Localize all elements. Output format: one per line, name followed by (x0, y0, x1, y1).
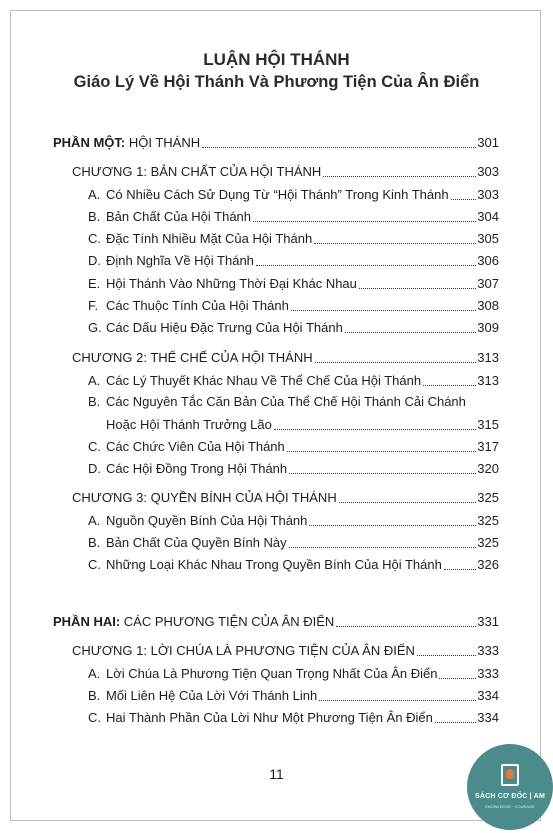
page-ref: 325 (477, 513, 499, 528)
part-label: PHẦN MỘT: (53, 135, 126, 150)
toc-item[interactable] (88, 513, 499, 529)
page-ref: 317 (477, 439, 499, 454)
toc-item[interactable] (88, 187, 499, 203)
page-ref: 331 (477, 614, 499, 629)
page-ref: 326 (477, 557, 499, 572)
toc-item-first-line[interactable] (88, 394, 466, 410)
item-letter: C. (88, 557, 101, 572)
part-title: CÁC PHƯƠNG TIỆN CỦA ÂN ĐIỂN (120, 614, 335, 629)
toc-item[interactable] (88, 253, 499, 269)
leader-dots (274, 428, 476, 430)
item-letter: B. (88, 535, 101, 550)
leader-dots (451, 198, 477, 200)
leader-dots (287, 450, 477, 452)
item-letter: D. (88, 461, 101, 476)
item-title: Lời Chúa Là Phương Tiện Quan Trọng Nhất Của Ân Điển (106, 666, 438, 681)
item-title-continued: Hoặc Hội Thánh Trưởng Lão (106, 417, 272, 432)
item-letter: A. (88, 187, 101, 202)
toc-item[interactable] (88, 461, 499, 477)
leader-dots (439, 677, 476, 679)
page-ref: 307 (477, 276, 499, 291)
item-letter: B. (88, 209, 101, 224)
item-title: Bản Chất Của Quyền Bính Này (106, 535, 287, 550)
leader-dots (323, 175, 476, 177)
chapter-title: CHƯƠNG 1: LỜI CHÚA LÀ PHƯƠNG TIỆN CỦA ÂN ĐIỂN (72, 643, 415, 658)
toc-item[interactable] (88, 298, 499, 314)
toc-item[interactable] (88, 209, 499, 225)
item-letter: C. (88, 231, 101, 246)
leader-dots (423, 384, 476, 386)
toc-item[interactable] (88, 688, 499, 704)
item-title: Nguồn Quyền Bính Của Hội Thánh (106, 513, 308, 528)
logo-text: SÁCH CƠ ĐỐC | AM (475, 793, 545, 800)
leader-dots (309, 524, 476, 526)
item-title: Các Lý Thuyết Khác Nhau Về Thể Chế Của Hội Thánh (106, 373, 422, 388)
leader-dots (444, 568, 476, 570)
page-ref: 325 (477, 535, 499, 550)
leader-dots (339, 501, 477, 503)
leader-dots (435, 721, 476, 723)
toc-item[interactable] (88, 535, 499, 551)
leader-dots (345, 331, 476, 333)
page-ref: 320 (477, 461, 499, 476)
toc-item[interactable] (88, 231, 499, 247)
page-ref: 313 (477, 350, 499, 365)
item-title: Các Nguyên Tắc Căn Bản Của Thể Chế Hội Thánh Cải Chánh (106, 394, 466, 409)
toc-item-continuation[interactable] (106, 417, 499, 433)
item-title: Các Chức Viên Của Hội Thánh (106, 439, 285, 454)
logo-tagline: KNOWLEDGE · COURAGE (485, 804, 535, 809)
page-ref: 305 (477, 231, 499, 246)
item-title: Đặc Tính Nhiều Mặt Của Hội Thánh (106, 231, 313, 246)
item-letter: B. (88, 688, 101, 703)
page-ref: 309 (477, 320, 499, 335)
item-letter: A. (88, 373, 101, 388)
leader-dots (202, 146, 476, 148)
leader-dots (359, 287, 476, 289)
page-ref: 313 (477, 373, 499, 388)
toc-part-one[interactable] (53, 135, 499, 151)
toc-chapter-3[interactable] (72, 490, 499, 506)
page-ref: 334 (477, 688, 499, 703)
toc-item[interactable] (88, 439, 499, 455)
page-ref: 315 (477, 417, 499, 432)
item-title: Mối Liên Hệ Của Lời Với Thánh Linh (106, 688, 318, 703)
leader-dots (289, 472, 476, 474)
leader-dots (291, 309, 476, 311)
toc-chapter-2[interactable] (72, 350, 499, 366)
item-letter: C. (88, 439, 101, 454)
item-title: Có Nhiều Cách Sử Dụng Từ “Hội Thánh” Trong Kinh Thánh (106, 187, 449, 202)
item-title: Bản Chất Của Hội Thánh (106, 209, 252, 224)
page-ref: 308 (477, 298, 499, 313)
toc-item[interactable] (88, 666, 499, 682)
chapter-title: CHƯƠNG 1: BẢN CHẤT CỦA HỘI THÁNH (72, 164, 322, 179)
leader-dots (314, 242, 476, 244)
page-ref: 333 (477, 666, 499, 681)
leader-dots (289, 546, 477, 548)
page-ref: 303 (477, 164, 499, 179)
chapter-title: CHƯƠNG 2: THỂ CHẾ CỦA HỘI THÁNH (72, 350, 313, 365)
page-subtitle: Giáo Lý Về Hội Thánh Và Phương Tiện Của Ân Điển (73, 73, 480, 91)
item-title: Các Thuộc Tính Của Hội Thánh (106, 298, 289, 313)
toc-chapter-1[interactable] (72, 164, 499, 180)
page-ref: 304 (477, 209, 499, 224)
leader-dots (253, 220, 476, 222)
leader-dots (256, 264, 476, 266)
page-ref: 334 (477, 710, 499, 725)
item-title: Những Loại Khác Nhau Trong Quyền Bính Của Hội Thánh (106, 557, 442, 572)
item-title: Các Dấu Hiệu Đặc Trưng Của Hội Thánh (106, 320, 343, 335)
toc-item[interactable] (88, 557, 499, 573)
item-title: Hội Thánh Vào Những Thời Đại Khác Nhau (106, 276, 357, 291)
toc-item[interactable] (88, 373, 499, 389)
page-ref: 333 (477, 643, 499, 658)
leader-dots (417, 654, 476, 656)
chapter-title: CHƯƠNG 3: QUYỀN BÍNH CỦA HỘI THÁNH (72, 490, 337, 505)
item-letter: G. (88, 320, 102, 335)
page-ref: 301 (477, 135, 499, 150)
page-title: LUẬN HỘI THÁNH (203, 50, 350, 69)
item-title: Các Hội Đồng Trong Hội Thánh (106, 461, 288, 476)
toc-part2-chapter-1[interactable] (72, 643, 499, 659)
item-letter: E. (88, 276, 101, 291)
item-letter: F. (88, 298, 99, 313)
item-letter: A. (88, 666, 101, 681)
item-title: Định Nghĩa Về Hội Thánh (106, 253, 254, 268)
item-letter: B. (88, 394, 101, 409)
publisher-logo (467, 744, 553, 830)
item-letter: D. (88, 253, 101, 268)
part-title: HỘI THÁNH (125, 135, 201, 150)
item-letter: C. (88, 710, 101, 725)
page-number: 11 (269, 766, 284, 782)
page-ref: 325 (477, 490, 499, 505)
item-title: Hai Thành Phần Của Lời Như Một Phương Tiện Ân Điển (106, 710, 433, 725)
leader-dots (319, 699, 476, 701)
leader-dots (336, 625, 476, 627)
item-letter: A. (88, 513, 101, 528)
toc-item[interactable] (88, 276, 499, 292)
leader-dots (315, 361, 477, 363)
toc-item[interactable] (88, 710, 499, 726)
toc-item[interactable] (88, 320, 499, 336)
part-label: PHẦN HAI: (53, 614, 121, 629)
page-ref: 303 (477, 187, 499, 202)
flame-icon (506, 769, 514, 779)
toc-part-two[interactable] (53, 614, 499, 630)
page-ref: 306 (477, 253, 499, 268)
